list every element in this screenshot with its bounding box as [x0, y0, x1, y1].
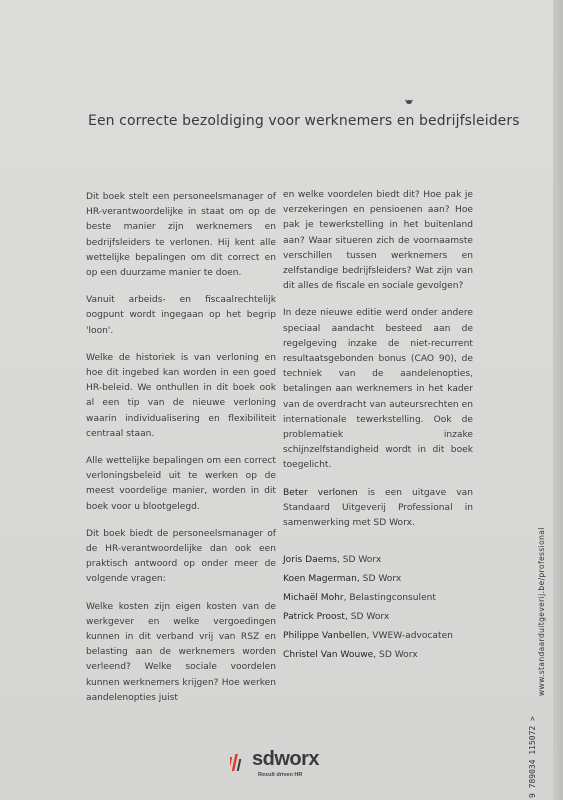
paragraph: Dit boek biedt de personeelsmanager of de HR-verantwoordelijke dan ook een praktisch antwoord op onder meer de volgende vragen:: [86, 528, 276, 585]
right-column: [283, 188, 473, 665]
author-role: , VWEW-advocaten: [366, 631, 453, 642]
paragraph: Welke de historiek is van verloning en hoe dit ingebed kan worden in een goed HR-beleid. We onthullen in dit boek ook al een tip van de nieuwe verloning waarin individualisering en flexibiliteit centraal staan.: [86, 352, 276, 439]
author-item: [283, 589, 473, 608]
author-role: , SD Worx: [336, 555, 382, 566]
logo-wordmark: sdworx: [252, 748, 320, 770]
sdworx-mark-icon: [230, 751, 250, 773]
paragraph: In deze nieuwe editie werd onder andere speciaal aandacht besteed aan de regelgeving inzake de niet-recurrent resultaatsgebonden bonus (CAO 90), de techniek van de aandelenopties, betalingen aan werknemers in het kader van de overdracht van auteursrechten en internationale tewerkstelling. Ook de problematiek inzake schijnzelfstandigheid wordt in dit boek toegelicht.: [283, 308, 473, 471]
author-name: Michaël Mohr: [283, 593, 344, 604]
publisher-note-text: is een uitgave van Standaard Uitgeverij Professional in samenwerking met SD Worx.: [283, 487, 473, 529]
paragraph: en welke voordelen biedt dit? Hoe pak je verzekeringen en pensioenen aan? Hoe pak je tewerkstelling in het buitenland aan? Waar situeren zich de voornaamste verschillen tussen werknemers en zelfstandige bedrijfsleiders? Wat zijn van dit alles de fiscale en sociale gevolgen?: [283, 190, 473, 292]
paragraph: Dit boek stelt een personeelsmanager of HR-verantwoordelijke in staat om op de beste manier zijn werknemers en bedrijfsleiders te verlonen. Hij kent alle wettelijke bepalingen om dit correct en op een duurzame manier te doen.: [86, 192, 276, 279]
author-name: Philippe Vanbellen: [283, 631, 367, 642]
author-list: [283, 551, 473, 665]
publisher-note: [283, 486, 473, 532]
speck-mark: [404, 98, 414, 106]
author-item: [283, 627, 473, 646]
author-item: [283, 570, 473, 589]
author-item: [283, 608, 473, 627]
paragraph: Welke kosten zijn eigen kosten van de werkgever en welke vergoedingen kunnen in dit verband vrij van RSZ en belasting aan de werknemers worden verleend? Welke sociale voordelen kunnen werknemers krijgen? Hoe werken aandelenopties juist: [86, 601, 276, 703]
author-name: Patrick Proost: [283, 612, 345, 623]
author-name: Joris Daems: [283, 555, 337, 566]
spine-edge: [553, 0, 563, 800]
author-role: , SD Worx: [344, 612, 390, 623]
sdworx-logo: [230, 748, 340, 784]
author-role: , SD Worx: [373, 650, 418, 661]
paragraph: Vanuit arbeids- en fiscaalrechtelijk oogpunt wordt ingegaan op het begrip 'loon'.: [86, 295, 276, 336]
author-item: [283, 551, 473, 570]
author-item: [283, 646, 473, 665]
isbn-number: 9 789034 115072 >: [528, 716, 537, 798]
author-name: Koen Magerman: [283, 574, 357, 585]
left-column: [86, 190, 276, 718]
author-name: Christel Van Wouwe: [283, 650, 374, 661]
book-title: Beter verlonen: [283, 487, 358, 498]
author-role: , Belastingconsulent: [343, 593, 436, 604]
cover-headline: Een correcte bezoldiging voor werknemers en bedrijfsleiders: [88, 113, 520, 129]
paragraph: Alle wettelijke bepalingen om een correct verloningsbeleid uit te werken op de meest voordelige manier, worden in dit boek voor u blootgelegd.: [86, 456, 276, 512]
publisher-website[interactable]: www.standaarduitgeverij.be/professional: [537, 527, 546, 696]
logo-tagline: Result driven HR: [258, 772, 303, 778]
author-role: , SD Worx: [356, 574, 402, 585]
